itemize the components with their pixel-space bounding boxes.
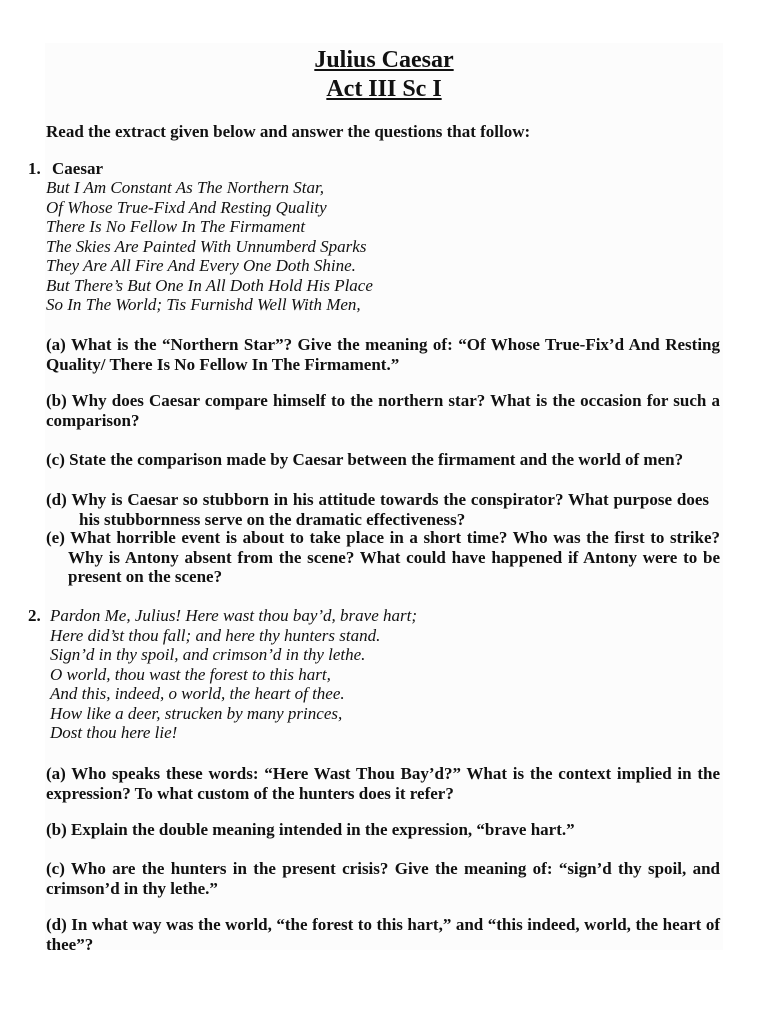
- question-1e: (e) What horrible event is about to take place in a short time? Who was the first to strike? Why is Antony absent from the scene? What could have happened if Antony were to be present on the scene?: [46, 528, 720, 586]
- item-1-extract: [46, 178, 373, 315]
- extract-line: Here did’st thou fall; and here thy hunters stand.: [50, 625, 381, 645]
- extract-line: How like a deer, strucken by many princes,: [50, 703, 343, 723]
- question-2a: (a) Who speaks these words: “Here Wast Thou Bay’d?” What is the context implied in the expression? To what custom of the hunters does it refer?: [46, 764, 720, 803]
- question-2d: (d) In what way was the world, “the forest to this hart,” and “this indeed, world, the heart of thee”?: [46, 915, 720, 954]
- document-title: Julius Caesar: [314, 47, 454, 73]
- extract-line: So In The World; Tis Furnishd Well With Men,: [46, 295, 361, 314]
- extract-line: But There’s But One In All Doth Hold His Place: [46, 275, 373, 295]
- extract-line: There Is No Fellow In The Firmament: [46, 217, 306, 236]
- extract-line: Of Whose True-Fixd And Resting Quality: [46, 197, 327, 217]
- item-1-speaker: Caesar: [52, 159, 103, 178]
- question-2b: (b) Explain the double meaning intended in the expression, “brave hart.”: [46, 820, 575, 839]
- question-1a: (a) What is the “Northern Star”? Give the meaning of: “Of Whose True-Fix’d And Resting Quality/ There Is No Fellow In The Firmament.”: [46, 335, 720, 374]
- item-2-extract: [50, 606, 417, 743]
- document-subtitle: Act III Sc I: [326, 76, 442, 102]
- extract-line: But I Am Constant As The Northern Star,: [46, 178, 325, 197]
- extract-line: Dost thou here lie!: [50, 723, 178, 742]
- question-1d: (d) Why is Caesar so stubborn in his attitude towards the conspirator? What purpose does his stubbornness serve on the dramatic effectiveness?: [46, 490, 709, 529]
- item-1-number: 1.: [28, 159, 41, 178]
- question-1b: (b) Why does Caesar compare himself to the northern star? What is the occasion for such a comparison?: [46, 391, 720, 430]
- extract-line: And this, indeed, o world, the heart of thee.: [50, 684, 345, 703]
- instruction-text: Read the extract given below and answer the questions that follow:: [46, 122, 531, 141]
- extract-line: Pardon Me, Julius! Here wast thou bay’d, brave hart;: [50, 606, 418, 625]
- question-2c: (c) Who are the hunters in the present crisis? Give the meaning of: “sign’d thy spoil, and crimson’d in thy lethe.”: [46, 859, 720, 898]
- extract-line: O world, thou wast the forest to this hart,: [50, 664, 331, 684]
- item-2-number: 2.: [28, 606, 41, 625]
- extract-line: They Are All Fire And Every One Doth Shine.: [46, 256, 356, 275]
- extract-line: The Skies Are Painted With Unnumberd Sparks: [46, 236, 367, 256]
- extract-line: Sign’d in thy spoil, and crimson’d in thy lethe.: [50, 645, 366, 664]
- question-1c: (c) State the comparison made by Caesar between the firmament and the world of men?: [46, 450, 684, 469]
